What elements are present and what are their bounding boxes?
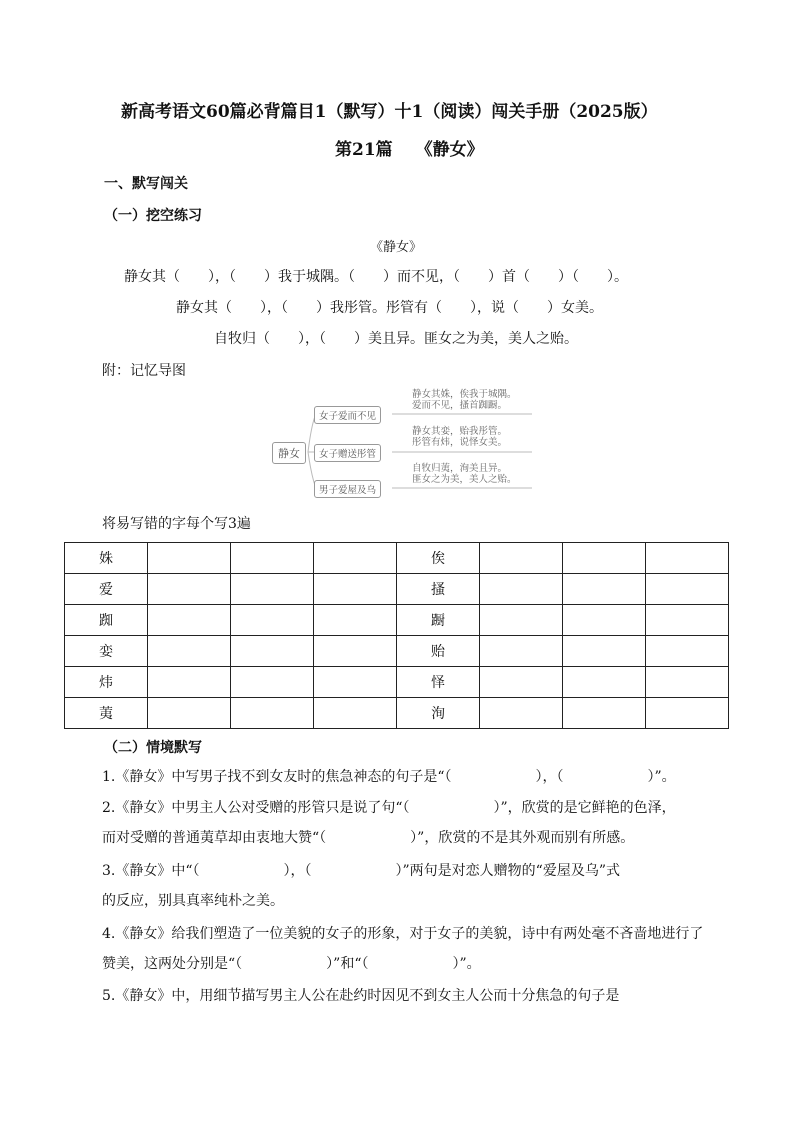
write-cell[interactable]	[646, 605, 729, 636]
write-cell[interactable]	[563, 574, 646, 605]
char-cell: 贻	[397, 636, 480, 667]
char-cell: 姝	[65, 543, 148, 574]
write-cell[interactable]	[480, 667, 563, 698]
write-cell[interactable]	[231, 605, 314, 636]
mind-map-branch-1: 女子爱而不见	[314, 406, 381, 424]
mind-map-note-line: 静女其娈，贻我彤管。	[412, 426, 508, 437]
practice-label: 将易写错的字每个写3遍	[102, 516, 251, 532]
write-cell[interactable]	[563, 698, 646, 729]
subsection-context-dictation: （二）情境默写	[104, 740, 202, 756]
mind-map-note-line: 静女其姝，俟我于城隅。	[412, 389, 517, 400]
mind-map-note-line: 爱而不见，搔首踟蹰。	[412, 400, 508, 411]
write-cell[interactable]	[480, 605, 563, 636]
table-row	[65, 667, 729, 698]
write-cell[interactable]	[314, 543, 397, 574]
question-2-line-2: 而对受赠的普通荑草却由衷地大赞“（ ）”，欣赏的不是其外观而别有所感。	[102, 830, 635, 846]
write-cell[interactable]	[314, 636, 397, 667]
question-4-line-1: 4.《静女》给我们塑造了一位美貌的女子的形象，对于女子的美貌，诗中有两处毫不吝啬地进行了	[102, 926, 704, 942]
mind-map-note	[412, 426, 507, 448]
write-cell[interactable]	[231, 698, 314, 729]
mind-map-note-line: 匪女之为美，美人之贻。	[412, 474, 517, 485]
write-cell[interactable]	[480, 698, 563, 729]
write-cell[interactable]	[563, 605, 646, 636]
practice-table	[64, 542, 729, 729]
table-row	[65, 698, 729, 729]
write-cell[interactable]	[148, 667, 231, 698]
write-cell[interactable]	[148, 543, 231, 574]
write-cell[interactable]	[563, 667, 646, 698]
poem-line-2: 静女其（ ），（ ）我彤管。彤管有（ ），说（ ）女美。	[176, 300, 603, 316]
mind-map-note-line: 彤管有炜，说怿女美。	[412, 437, 508, 448]
char-cell: 蹰	[397, 605, 480, 636]
write-cell[interactable]	[314, 574, 397, 605]
char-cell: 洵	[397, 698, 480, 729]
main-title: 新高考语文60篇必背篇目1（默写）十1（阅读）闯关手册（2025版）	[121, 102, 658, 122]
question-3-line-1: 3.《静女》中“（ ），（ ）”两句是对恋人赠物的“爱屋及乌”式	[102, 863, 620, 879]
char-cell: 炜	[65, 667, 148, 698]
question-1: 1.《静女》中写男子找不到女友时的焦急神态的句子是“（ ），（ ）”。	[102, 769, 676, 785]
write-cell[interactable]	[563, 636, 646, 667]
write-cell[interactable]	[480, 543, 563, 574]
write-cell[interactable]	[231, 543, 314, 574]
write-cell[interactable]	[231, 636, 314, 667]
question-5-line-1: 5.《静女》中，用细节描写男主人公在赴约时因见不到女主人公而十分焦急的句子是	[102, 988, 620, 1004]
table-row	[65, 543, 729, 574]
write-cell[interactable]	[314, 605, 397, 636]
write-cell[interactable]	[148, 605, 231, 636]
mind-map-note-line: 自牧归荑，洵美且异。	[412, 463, 508, 474]
write-cell[interactable]	[314, 667, 397, 698]
mind-map-center: 静女	[272, 442, 306, 464]
poem-line-3: 自牧归（ ），（ ）美且异。匪女之为美，美人之贻。	[214, 331, 578, 347]
subsection-fill-blank: （一）挖空练习	[104, 208, 202, 224]
mind-map-branch-2: 女子赠送彤管	[314, 444, 381, 462]
write-cell[interactable]	[231, 667, 314, 698]
write-cell[interactable]	[480, 574, 563, 605]
question-3-line-2: 的反应，别具真率纯朴之美。	[102, 893, 284, 909]
char-cell: 踟	[65, 605, 148, 636]
table-row	[65, 574, 729, 605]
mind-map-note	[412, 389, 517, 411]
write-cell[interactable]	[480, 636, 563, 667]
char-cell: 爱	[65, 574, 148, 605]
mind-map	[270, 380, 532, 498]
char-cell: 娈	[65, 636, 148, 667]
char-cell: 荑	[65, 698, 148, 729]
question-4-line-2: 赞美，这两处分别是“（ ）”和“（ ）”。	[102, 956, 481, 972]
write-cell[interactable]	[148, 574, 231, 605]
char-cell: 怿	[397, 667, 480, 698]
write-cell[interactable]	[646, 574, 729, 605]
write-cell[interactable]	[646, 636, 729, 667]
section-heading-dictation: 一、默写闯关	[104, 176, 188, 192]
write-cell[interactable]	[646, 667, 729, 698]
question-2-line-1: 2.《静女》中男主人公对受赠的彤管只是说了句“（ ）”，欣赏的是它鲜艳的色泽，	[102, 800, 676, 816]
table-row	[65, 605, 729, 636]
write-cell[interactable]	[646, 698, 729, 729]
appendix-label: 附：记忆导图	[102, 363, 186, 379]
table-row	[65, 636, 729, 667]
poem-line-1: 静女其（ ），（ ）我于城隅。（ ）而不见，（ ）首（ ）（ ）。	[124, 269, 628, 285]
write-cell[interactable]	[231, 574, 314, 605]
mind-map-note	[412, 463, 517, 485]
write-cell[interactable]	[646, 543, 729, 574]
write-cell[interactable]	[148, 698, 231, 729]
char-cell: 搔	[397, 574, 480, 605]
write-cell[interactable]	[563, 543, 646, 574]
poem-title: 《静女》	[370, 240, 423, 255]
write-cell[interactable]	[314, 698, 397, 729]
write-cell[interactable]	[148, 636, 231, 667]
mind-map-branch-3: 男子爱屋及乌	[314, 480, 381, 498]
chapter-title: 第21篇 《静女》	[335, 140, 484, 160]
char-cell: 俟	[397, 543, 480, 574]
